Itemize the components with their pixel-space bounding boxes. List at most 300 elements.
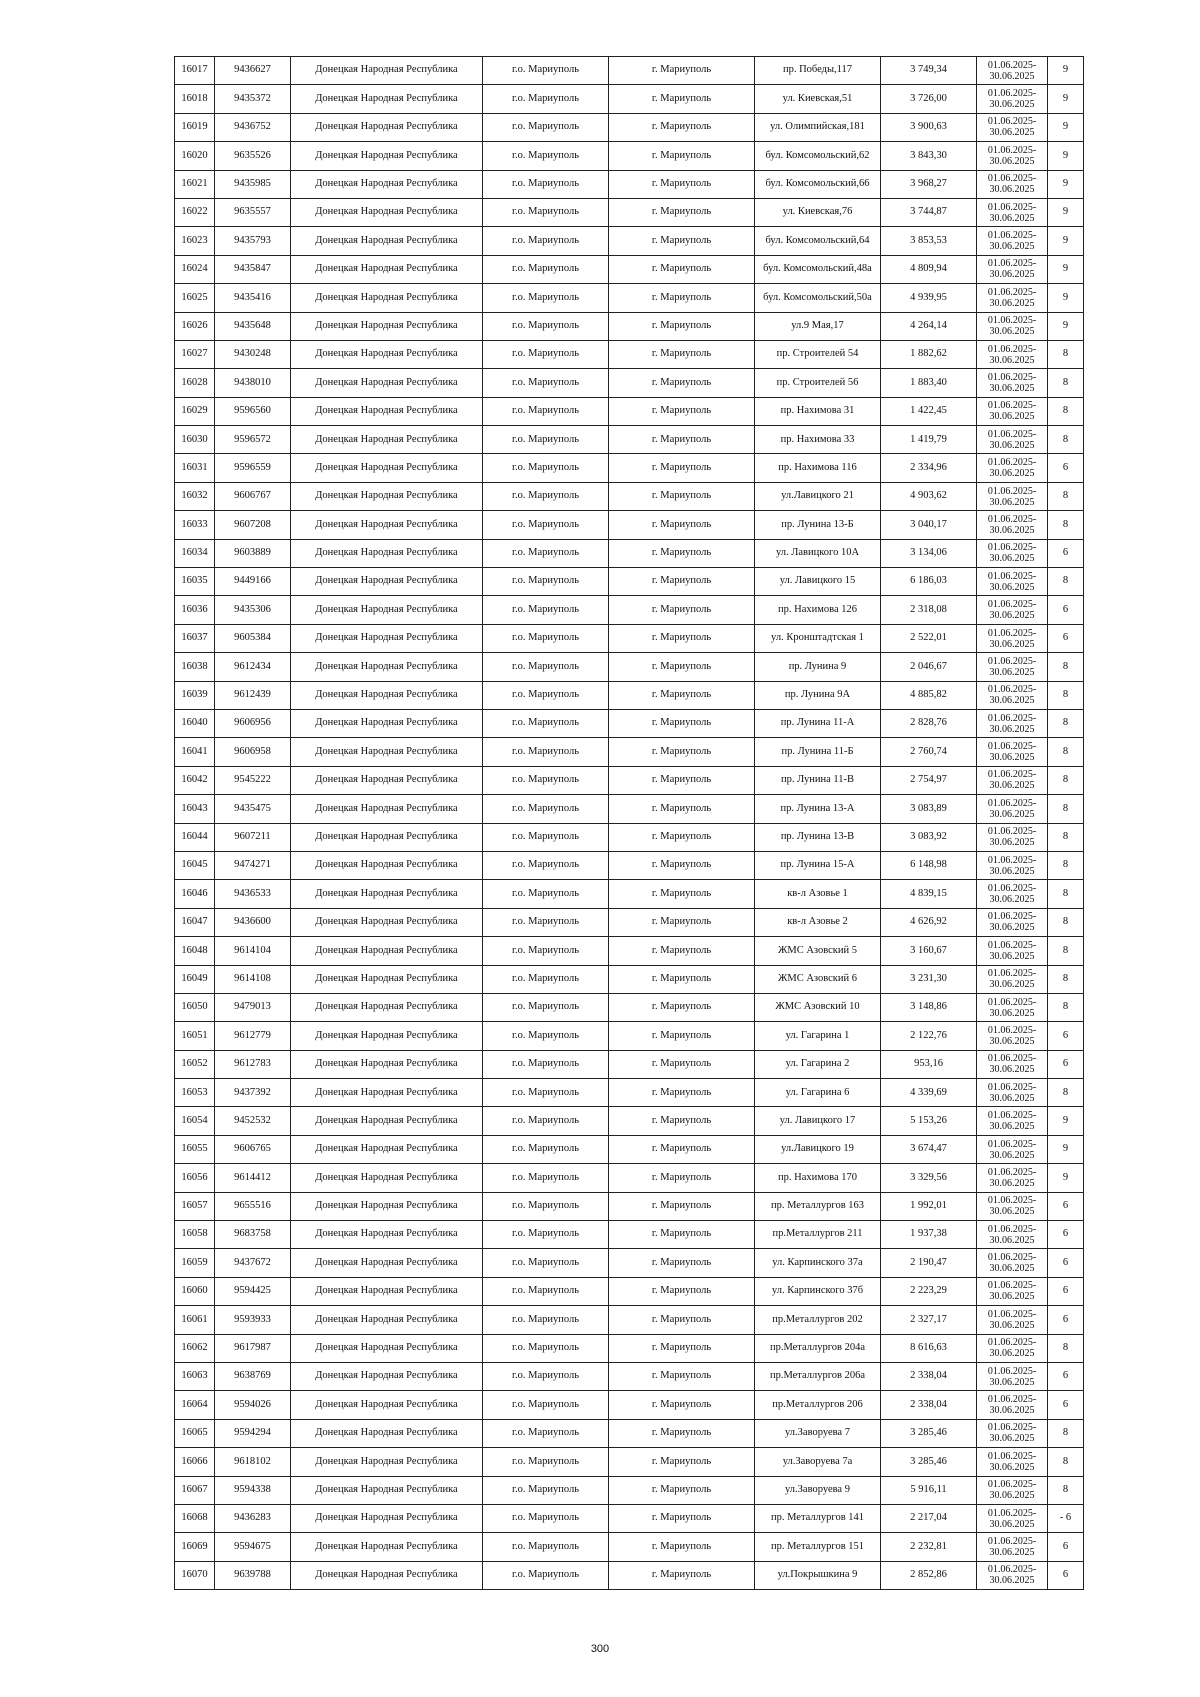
object-id-cell: 9638769 xyxy=(215,1362,291,1390)
city-cell: г. Мариуполь xyxy=(609,1334,755,1362)
object-id-cell: 9593933 xyxy=(215,1306,291,1334)
table-row xyxy=(175,113,1084,141)
city-cell: г. Мариуполь xyxy=(609,823,755,851)
municipal-district-cell: г.о. Мариуполь xyxy=(483,624,609,652)
city-cell: г. Мариуполь xyxy=(609,340,755,368)
municipal-district-cell: г.о. Мариуполь xyxy=(483,1249,609,1277)
object-id-cell: 9594675 xyxy=(215,1533,291,1561)
region-cell: Донецкая Народная Республика xyxy=(291,511,483,539)
period-cell: 01.06.2025-30.06.2025 xyxy=(977,1022,1048,1050)
floors-cell: 8 xyxy=(1048,1419,1084,1447)
street-address-cell: пр.Металлургов 206 xyxy=(755,1391,881,1419)
municipal-district-cell: г.о. Мариуполь xyxy=(483,766,609,794)
row-number-cell: 16061 xyxy=(175,1306,215,1334)
period-cell: 01.06.2025-30.06.2025 xyxy=(977,142,1048,170)
region-cell: Донецкая Народная Республика xyxy=(291,1135,483,1163)
municipal-district-cell: г.о. Мариуполь xyxy=(483,965,609,993)
city-cell: г. Мариуполь xyxy=(609,937,755,965)
area-value-cell: 953,16 xyxy=(881,1050,977,1078)
table-row xyxy=(175,1362,1084,1390)
object-id-cell: 9618102 xyxy=(215,1448,291,1476)
street-address-cell: ул. Киевская,76 xyxy=(755,198,881,226)
municipal-district-cell: г.о. Мариуполь xyxy=(483,681,609,709)
street-address-cell: ул. Лавицкого 10А xyxy=(755,539,881,567)
floors-cell: 6 xyxy=(1048,1022,1084,1050)
period-cell: 01.06.2025-30.06.2025 xyxy=(977,965,1048,993)
area-value-cell: 3 083,92 xyxy=(881,823,977,851)
object-id-cell: 9606956 xyxy=(215,709,291,737)
period-cell: 01.06.2025-30.06.2025 xyxy=(977,1164,1048,1192)
table-row xyxy=(175,993,1084,1021)
row-number-cell: 16047 xyxy=(175,908,215,936)
municipal-district-cell: г.о. Мариуполь xyxy=(483,1391,609,1419)
city-cell: г. Мариуполь xyxy=(609,1192,755,1220)
city-cell: г. Мариуполь xyxy=(609,454,755,482)
floors-cell: 6 xyxy=(1048,1306,1084,1334)
area-value-cell: 4 939,95 xyxy=(881,284,977,312)
period-cell: 01.06.2025-30.06.2025 xyxy=(977,993,1048,1021)
object-id-cell: 9635526 xyxy=(215,142,291,170)
row-number-cell: 16036 xyxy=(175,596,215,624)
region-cell: Донецкая Народная Республика xyxy=(291,766,483,794)
table-row xyxy=(175,312,1084,340)
region-cell: Донецкая Народная Республика xyxy=(291,1164,483,1192)
area-value-cell: 3 231,30 xyxy=(881,965,977,993)
region-cell: Донецкая Народная Республика xyxy=(291,539,483,567)
table-row xyxy=(175,255,1084,283)
street-address-cell: бул. Комсомольский,62 xyxy=(755,142,881,170)
city-cell: г. Мариуполь xyxy=(609,482,755,510)
region-cell: Донецкая Народная Республика xyxy=(291,1306,483,1334)
table-row xyxy=(175,397,1084,425)
row-number-cell: 16067 xyxy=(175,1476,215,1504)
municipal-district-cell: г.о. Мариуполь xyxy=(483,255,609,283)
area-value-cell: 3 843,30 xyxy=(881,142,977,170)
street-address-cell: ул.Покрышкина 9 xyxy=(755,1561,881,1589)
floors-cell: 8 xyxy=(1048,397,1084,425)
period-cell: 01.06.2025-30.06.2025 xyxy=(977,1221,1048,1249)
row-number-cell: 16024 xyxy=(175,255,215,283)
area-value-cell: 3 083,89 xyxy=(881,795,977,823)
municipal-district-cell: г.о. Мариуполь xyxy=(483,57,609,85)
city-cell: г. Мариуполь xyxy=(609,766,755,794)
row-number-cell: 16068 xyxy=(175,1504,215,1532)
city-cell: г. Мариуполь xyxy=(609,851,755,879)
table-row xyxy=(175,1533,1084,1561)
table-row xyxy=(175,709,1084,737)
street-address-cell: ул.Заворуева 7а xyxy=(755,1448,881,1476)
area-value-cell: 1 883,40 xyxy=(881,369,977,397)
table-row xyxy=(175,454,1084,482)
object-id-cell: 9612783 xyxy=(215,1050,291,1078)
floors-cell: 8 xyxy=(1048,880,1084,908)
street-address-cell: пр. Лунина 13-Б xyxy=(755,511,881,539)
floors-cell: 6 xyxy=(1048,1221,1084,1249)
region-cell: Донецкая Народная Республика xyxy=(291,568,483,596)
row-number-cell: 16065 xyxy=(175,1419,215,1447)
area-value-cell: 2 338,04 xyxy=(881,1391,977,1419)
area-value-cell: 3 853,53 xyxy=(881,227,977,255)
street-address-cell: ул. Карпинского 37б xyxy=(755,1277,881,1305)
floors-cell: 9 xyxy=(1048,284,1084,312)
area-value-cell: 1 419,79 xyxy=(881,426,977,454)
area-value-cell: 1 992,01 xyxy=(881,1192,977,1220)
area-value-cell: 2 338,04 xyxy=(881,1362,977,1390)
region-cell: Донецкая Народная Республика xyxy=(291,454,483,482)
region-cell: Донецкая Народная Республика xyxy=(291,1362,483,1390)
street-address-cell: пр. Металлургов 141 xyxy=(755,1504,881,1532)
area-value-cell: 4 809,94 xyxy=(881,255,977,283)
municipal-district-cell: г.о. Мариуполь xyxy=(483,1476,609,1504)
object-id-cell: 9614412 xyxy=(215,1164,291,1192)
floors-cell: 8 xyxy=(1048,993,1084,1021)
object-id-cell: 9438010 xyxy=(215,369,291,397)
street-address-cell: пр. Нахимова 126 xyxy=(755,596,881,624)
table-row xyxy=(175,426,1084,454)
row-number-cell: 16042 xyxy=(175,766,215,794)
object-id-cell: 9594338 xyxy=(215,1476,291,1504)
table-row xyxy=(175,85,1084,113)
street-address-cell: бул. Комсомольский,66 xyxy=(755,170,881,198)
row-number-cell: 16055 xyxy=(175,1135,215,1163)
area-value-cell: 5 916,11 xyxy=(881,1476,977,1504)
table-row xyxy=(175,539,1084,567)
floors-cell: 8 xyxy=(1048,1476,1084,1504)
street-address-cell: пр.Металлургов 202 xyxy=(755,1306,881,1334)
municipal-district-cell: г.о. Мариуполь xyxy=(483,198,609,226)
municipal-district-cell: г.о. Мариуполь xyxy=(483,482,609,510)
period-cell: 01.06.2025-30.06.2025 xyxy=(977,511,1048,539)
region-cell: Донецкая Народная Республика xyxy=(291,1107,483,1135)
street-address-cell: пр.Металлургов 206а xyxy=(755,1362,881,1390)
floors-cell: 6 xyxy=(1048,454,1084,482)
table-row xyxy=(175,596,1084,624)
city-cell: г. Мариуполь xyxy=(609,113,755,141)
area-value-cell: 2 217,04 xyxy=(881,1504,977,1532)
municipal-district-cell: г.о. Мариуполь xyxy=(483,340,609,368)
region-cell: Донецкая Народная Республика xyxy=(291,57,483,85)
period-cell: 01.06.2025-30.06.2025 xyxy=(977,681,1048,709)
page-number: 300 xyxy=(590,1643,610,1655)
municipal-district-cell: г.о. Мариуполь xyxy=(483,1419,609,1447)
object-id-cell: 9452532 xyxy=(215,1107,291,1135)
period-cell: 01.06.2025-30.06.2025 xyxy=(977,596,1048,624)
object-id-cell: 9603889 xyxy=(215,539,291,567)
table-row xyxy=(175,1249,1084,1277)
period-cell: 01.06.2025-30.06.2025 xyxy=(977,1561,1048,1589)
object-id-cell: 9435648 xyxy=(215,312,291,340)
street-address-cell: пр. Победы,117 xyxy=(755,57,881,85)
object-id-cell: 9435372 xyxy=(215,85,291,113)
table-row xyxy=(175,795,1084,823)
floors-cell: 6 xyxy=(1048,1561,1084,1589)
floors-cell: 8 xyxy=(1048,738,1084,766)
row-number-cell: 16064 xyxy=(175,1391,215,1419)
table-row xyxy=(175,340,1084,368)
street-address-cell: ул. Гагарина 2 xyxy=(755,1050,881,1078)
region-cell: Донецкая Народная Республика xyxy=(291,1079,483,1107)
period-cell: 01.06.2025-30.06.2025 xyxy=(977,113,1048,141)
area-value-cell: 4 339,69 xyxy=(881,1079,977,1107)
period-cell: 01.06.2025-30.06.2025 xyxy=(977,908,1048,936)
table-row xyxy=(175,851,1084,879)
floors-cell: 8 xyxy=(1048,1079,1084,1107)
municipal-district-cell: г.о. Мариуполь xyxy=(483,738,609,766)
row-number-cell: 16039 xyxy=(175,681,215,709)
housing-registry-table xyxy=(174,56,1084,1590)
city-cell: г. Мариуполь xyxy=(609,539,755,567)
municipal-district-cell: г.о. Мариуполь xyxy=(483,908,609,936)
area-value-cell: 4 264,14 xyxy=(881,312,977,340)
municipal-district-cell: г.о. Мариуполь xyxy=(483,1050,609,1078)
area-value-cell: 3 285,46 xyxy=(881,1448,977,1476)
municipal-district-cell: г.о. Мариуполь xyxy=(483,1107,609,1135)
period-cell: 01.06.2025-30.06.2025 xyxy=(977,1107,1048,1135)
floors-cell: 8 xyxy=(1048,766,1084,794)
area-value-cell: 1 937,38 xyxy=(881,1221,977,1249)
area-value-cell: 2 327,17 xyxy=(881,1306,977,1334)
object-id-cell: 9435416 xyxy=(215,284,291,312)
city-cell: г. Мариуполь xyxy=(609,1561,755,1589)
row-number-cell: 16052 xyxy=(175,1050,215,1078)
street-address-cell: ул. Кронштадтская 1 xyxy=(755,624,881,652)
city-cell: г. Мариуполь xyxy=(609,653,755,681)
city-cell: г. Мариуполь xyxy=(609,369,755,397)
region-cell: Донецкая Народная Республика xyxy=(291,1249,483,1277)
city-cell: г. Мариуполь xyxy=(609,284,755,312)
municipal-district-cell: г.о. Мариуполь xyxy=(483,1362,609,1390)
table-row xyxy=(175,284,1084,312)
period-cell: 01.06.2025-30.06.2025 xyxy=(977,57,1048,85)
city-cell: г. Мариуполь xyxy=(609,85,755,113)
street-address-cell: бул. Комсомольский,48а xyxy=(755,255,881,283)
region-cell: Донецкая Народная Республика xyxy=(291,1192,483,1220)
row-number-cell: 16018 xyxy=(175,85,215,113)
street-address-cell: пр.Металлургов 211 xyxy=(755,1221,881,1249)
municipal-district-cell: г.о. Мариуполь xyxy=(483,1306,609,1334)
city-cell: г. Мариуполь xyxy=(609,397,755,425)
area-value-cell: 3 160,67 xyxy=(881,937,977,965)
row-number-cell: 16040 xyxy=(175,709,215,737)
street-address-cell: пр. Металлургов 163 xyxy=(755,1192,881,1220)
period-cell: 01.06.2025-30.06.2025 xyxy=(977,284,1048,312)
period-cell: 01.06.2025-30.06.2025 xyxy=(977,482,1048,510)
object-id-cell: 9596560 xyxy=(215,397,291,425)
object-id-cell: 9612434 xyxy=(215,653,291,681)
city-cell: г. Мариуполь xyxy=(609,57,755,85)
municipal-district-cell: г.о. Мариуполь xyxy=(483,1504,609,1532)
object-id-cell: 9606958 xyxy=(215,738,291,766)
municipal-district-cell: г.о. Мариуполь xyxy=(483,454,609,482)
city-cell: г. Мариуполь xyxy=(609,596,755,624)
floors-cell: 9 xyxy=(1048,113,1084,141)
period-cell: 01.06.2025-30.06.2025 xyxy=(977,653,1048,681)
region-cell: Донецкая Народная Республика xyxy=(291,993,483,1021)
period-cell: 01.06.2025-30.06.2025 xyxy=(977,454,1048,482)
object-id-cell: 9435985 xyxy=(215,170,291,198)
area-value-cell: 2 760,74 xyxy=(881,738,977,766)
city-cell: г. Мариуполь xyxy=(609,1107,755,1135)
city-cell: г. Мариуполь xyxy=(609,681,755,709)
municipal-district-cell: г.о. Мариуполь xyxy=(483,1164,609,1192)
floors-cell: 8 xyxy=(1048,653,1084,681)
municipal-district-cell: г.о. Мариуполь xyxy=(483,568,609,596)
region-cell: Донецкая Народная Республика xyxy=(291,1391,483,1419)
row-number-cell: 16021 xyxy=(175,170,215,198)
area-value-cell: 4 626,92 xyxy=(881,908,977,936)
row-number-cell: 16048 xyxy=(175,937,215,965)
city-cell: г. Мариуполь xyxy=(609,511,755,539)
municipal-district-cell: г.о. Мариуполь xyxy=(483,1533,609,1561)
region-cell: Донецкая Народная Республика xyxy=(291,1221,483,1249)
floors-cell: 6 xyxy=(1048,624,1084,652)
area-value-cell: 3 134,06 xyxy=(881,539,977,567)
table-row xyxy=(175,1561,1084,1589)
period-cell: 01.06.2025-30.06.2025 xyxy=(977,1419,1048,1447)
row-number-cell: 16023 xyxy=(175,227,215,255)
city-cell: г. Мариуполь xyxy=(609,1533,755,1561)
area-value-cell: 3 726,00 xyxy=(881,85,977,113)
street-address-cell: пр. Лунина 9 xyxy=(755,653,881,681)
area-value-cell: 3 148,86 xyxy=(881,993,977,1021)
table-row xyxy=(175,1192,1084,1220)
municipal-district-cell: г.о. Мариуполь xyxy=(483,369,609,397)
city-cell: г. Мариуполь xyxy=(609,993,755,1021)
municipal-district-cell: г.о. Мариуполь xyxy=(483,823,609,851)
floors-cell: 8 xyxy=(1048,681,1084,709)
municipal-district-cell: г.о. Мариуполь xyxy=(483,709,609,737)
street-address-cell: кв-л Азовье 1 xyxy=(755,880,881,908)
object-id-cell: 9479013 xyxy=(215,993,291,1021)
area-value-cell: 4 839,15 xyxy=(881,880,977,908)
period-cell: 01.06.2025-30.06.2025 xyxy=(977,624,1048,652)
region-cell: Донецкая Народная Республика xyxy=(291,1022,483,1050)
table-row xyxy=(175,1221,1084,1249)
region-cell: Донецкая Народная Республика xyxy=(291,965,483,993)
table-row xyxy=(175,937,1084,965)
floors-cell: 8 xyxy=(1048,908,1084,936)
municipal-district-cell: г.о. Мариуполь xyxy=(483,1135,609,1163)
floors-cell: 8 xyxy=(1048,1448,1084,1476)
row-number-cell: 16046 xyxy=(175,880,215,908)
row-number-cell: 16049 xyxy=(175,965,215,993)
row-number-cell: 16035 xyxy=(175,568,215,596)
street-address-cell: ул. Гагарина 1 xyxy=(755,1022,881,1050)
table-row xyxy=(175,57,1084,85)
region-cell: Донецкая Народная Республика xyxy=(291,369,483,397)
municipal-district-cell: г.о. Мариуполь xyxy=(483,284,609,312)
row-number-cell: 16051 xyxy=(175,1022,215,1050)
object-id-cell: 9683758 xyxy=(215,1221,291,1249)
street-address-cell: ул. Карпинского 37а xyxy=(755,1249,881,1277)
period-cell: 01.06.2025-30.06.2025 xyxy=(977,1050,1048,1078)
street-address-cell: ЖМС Азовский 5 xyxy=(755,937,881,965)
floors-cell: 9 xyxy=(1048,198,1084,226)
period-cell: 01.06.2025-30.06.2025 xyxy=(977,227,1048,255)
object-id-cell: 9614104 xyxy=(215,937,291,965)
row-number-cell: 16069 xyxy=(175,1533,215,1561)
object-id-cell: 9430248 xyxy=(215,340,291,368)
table-row xyxy=(175,482,1084,510)
area-value-cell: 2 190,47 xyxy=(881,1249,977,1277)
municipal-district-cell: г.о. Мариуполь xyxy=(483,1334,609,1362)
region-cell: Донецкая Народная Республика xyxy=(291,284,483,312)
row-number-cell: 16029 xyxy=(175,397,215,425)
street-address-cell: бул. Комсомольский,64 xyxy=(755,227,881,255)
object-id-cell: 9635557 xyxy=(215,198,291,226)
period-cell: 01.06.2025-30.06.2025 xyxy=(977,568,1048,596)
row-number-cell: 16056 xyxy=(175,1164,215,1192)
object-id-cell: 9436533 xyxy=(215,880,291,908)
municipal-district-cell: г.о. Мариуполь xyxy=(483,142,609,170)
street-address-cell: пр. Лунина 13-В xyxy=(755,823,881,851)
floors-cell: 6 xyxy=(1048,1192,1084,1220)
street-address-cell: ЖМС Азовский 6 xyxy=(755,965,881,993)
table-row xyxy=(175,1107,1084,1135)
city-cell: г. Мариуполь xyxy=(609,1079,755,1107)
municipal-district-cell: г.о. Мариуполь xyxy=(483,993,609,1021)
region-cell: Донецкая Народная Республика xyxy=(291,596,483,624)
floors-cell: 6 xyxy=(1048,539,1084,567)
object-id-cell: 9435306 xyxy=(215,596,291,624)
area-value-cell: 3 285,46 xyxy=(881,1419,977,1447)
row-number-cell: 16028 xyxy=(175,369,215,397)
period-cell: 01.06.2025-30.06.2025 xyxy=(977,1504,1048,1532)
region-cell: Донецкая Народная Республика xyxy=(291,340,483,368)
row-number-cell: 16031 xyxy=(175,454,215,482)
municipal-district-cell: г.о. Мариуполь xyxy=(483,880,609,908)
period-cell: 01.06.2025-30.06.2025 xyxy=(977,709,1048,737)
street-address-cell: ул.Лавицкого 21 xyxy=(755,482,881,510)
area-value-cell: 2 522,01 xyxy=(881,624,977,652)
street-address-cell: ул. Олимпийская,181 xyxy=(755,113,881,141)
area-value-cell: 2 232,81 xyxy=(881,1533,977,1561)
object-id-cell: 9614108 xyxy=(215,965,291,993)
municipal-district-cell: г.о. Мариуполь xyxy=(483,596,609,624)
region-cell: Донецкая Народная Республика xyxy=(291,1334,483,1362)
region-cell: Донецкая Народная Республика xyxy=(291,908,483,936)
period-cell: 01.06.2025-30.06.2025 xyxy=(977,85,1048,113)
area-value-cell: 3 968,27 xyxy=(881,170,977,198)
municipal-district-cell: г.о. Мариуполь xyxy=(483,85,609,113)
table-row xyxy=(175,624,1084,652)
region-cell: Донецкая Народная Республика xyxy=(291,255,483,283)
city-cell: г. Мариуполь xyxy=(609,1362,755,1390)
floors-cell: - 6 xyxy=(1048,1504,1084,1532)
floors-cell: 6 xyxy=(1048,1362,1084,1390)
street-address-cell: ул. Гагарина 6 xyxy=(755,1079,881,1107)
period-cell: 01.06.2025-30.06.2025 xyxy=(977,1334,1048,1362)
floors-cell: 6 xyxy=(1048,1277,1084,1305)
region-cell: Донецкая Народная Республика xyxy=(291,738,483,766)
table-row xyxy=(175,1277,1084,1305)
table-row xyxy=(175,227,1084,255)
object-id-cell: 9606767 xyxy=(215,482,291,510)
floors-cell: 8 xyxy=(1048,1334,1084,1362)
street-address-cell: пр. Нахимова 116 xyxy=(755,454,881,482)
table-row xyxy=(175,823,1084,851)
area-value-cell: 2 828,76 xyxy=(881,709,977,737)
object-id-cell: 9437392 xyxy=(215,1079,291,1107)
city-cell: г. Мариуполь xyxy=(609,738,755,766)
area-value-cell: 1 422,45 xyxy=(881,397,977,425)
period-cell: 01.06.2025-30.06.2025 xyxy=(977,1362,1048,1390)
object-id-cell: 9607208 xyxy=(215,511,291,539)
object-id-cell: 9617987 xyxy=(215,1334,291,1362)
area-value-cell: 2 318,08 xyxy=(881,596,977,624)
table-row xyxy=(175,170,1084,198)
floors-cell: 9 xyxy=(1048,312,1084,340)
